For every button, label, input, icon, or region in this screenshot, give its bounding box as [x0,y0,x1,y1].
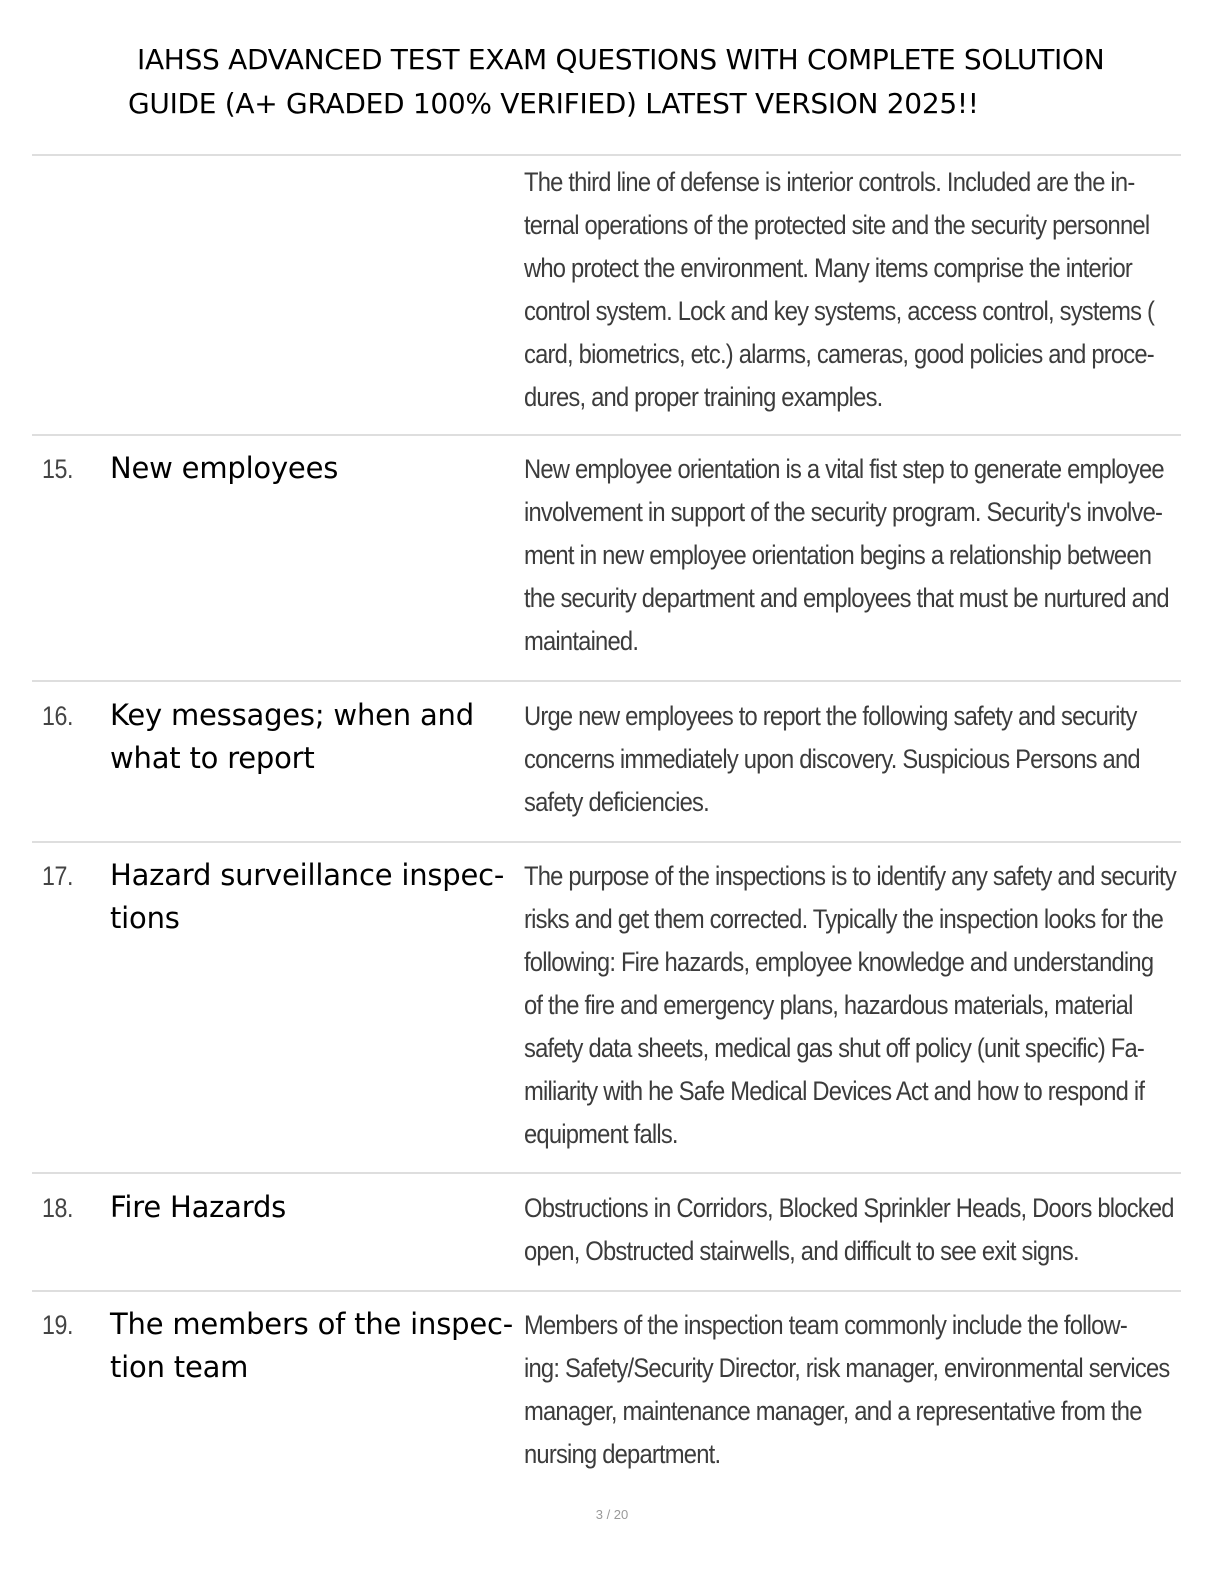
entry-number: 18. [42,1193,74,1223]
term-line: Fire Hazards [110,1190,287,1224]
row-divider [32,680,1181,682]
entry-definition [524,1187,1184,1273]
document-title [128,38,1198,126]
definition-line: dures, and proper training examples. [524,382,883,412]
definition-line: risks and get them corrected. Typically the inspection looks for the [524,904,1164,934]
row-divider [32,841,1181,843]
entry-term [110,447,520,490]
entry-term [110,1186,520,1229]
row-divider [32,154,1181,156]
definition-line: safety deficiencies. [524,787,709,817]
definition-line: Obstructions in Corridors, Blocked Sprinkler Heads, Doors blocked [524,1193,1174,1223]
document-title-line-1: IAHSS ADVANCED TEST EXAM QUESTIONS WITH COMPLETE SOLUTION [137,43,1105,76]
term-line: tion team [110,1350,249,1384]
definition-line: Members of the inspection team commonly include the follow- [524,1310,1128,1340]
term-line: The members of the inspec- [110,1307,513,1341]
entry-number: 16. [42,701,74,731]
definition-line: safety data sheets, medical gas shut off policy (unit specific) Fa- [524,1033,1145,1063]
term-line: Hazard surveillance inspec- [110,858,505,892]
definition-line: open, Obstructed stairwells, and difficult to see exit signs. [524,1236,1079,1266]
entry-number: 15. [42,454,74,484]
document-title-line-2: GUIDE (A+ GRADED 100% VERIFIED) LATEST VERSION 2025!! [128,87,979,120]
entry-definition [524,695,1184,824]
definition-line: miliarity with he Safe Medical Devices Act and how to respond if [524,1076,1145,1106]
definition-line: ing: Safety/Security Director, risk manager, environmental services [524,1353,1170,1383]
definition-line: control system. Lock and key systems, access control, systems ( [524,296,1155,326]
definition-line: ternal operations of the protected site and the security personnel [524,210,1150,240]
row-divider [32,1172,1181,1174]
definition-line: of the fire and emergency plans, hazardous materials, material [524,990,1133,1020]
definition-line: following: Fire hazards, employee knowledge and understanding [524,947,1154,977]
definition-line: involvement in support of the security program. Security's involve- [524,497,1163,527]
entry-definition [524,448,1184,663]
definition-line: ment in new employee orientation begins a relationship between [524,540,1152,570]
definition-line: The purpose of the inspections is to identify any safety and security [524,861,1176,891]
entry-term [110,854,520,940]
entry-number: 19. [42,1310,74,1340]
row-divider [32,434,1181,436]
term-line: New employees [110,451,339,485]
definition-line: New employee orientation is a vital fist step to generate employee [524,454,1164,484]
term-line: Key messages; when and [110,698,474,732]
entry-definition [524,855,1184,1156]
page-indicator: 3 / 20 [595,1507,629,1522]
entry-definition [524,1304,1184,1476]
definition-line: who protect the environment. Many items comprise the interior [524,253,1133,283]
term-line: tions [110,901,180,935]
definition-line: nursing department. [524,1439,721,1469]
definition-line: equipment falls. [524,1119,678,1149]
entry-term [110,694,520,780]
definition-line: concerns immediately upon discovery. Suspicious Persons and [524,744,1140,774]
term-line: what to report [110,741,315,775]
continuation-definition [524,161,1184,419]
row-divider [32,1290,1181,1292]
entry-term [110,1303,520,1389]
definition-line: manager, maintenance manager, and a representative from the [524,1396,1142,1426]
definition-line: the security department and employees that must be nurtured and [524,583,1169,613]
definition-line: Urge new employees to report the following safety and security [524,701,1137,731]
definition-line: maintained. [524,626,639,656]
definition-line: card, biometrics, etc.) alarms, cameras, good policies and proce- [524,339,1154,369]
definition-line: The third line of defense is interior controls. Included are the in- [524,167,1135,197]
entry-number: 17. [42,861,74,891]
